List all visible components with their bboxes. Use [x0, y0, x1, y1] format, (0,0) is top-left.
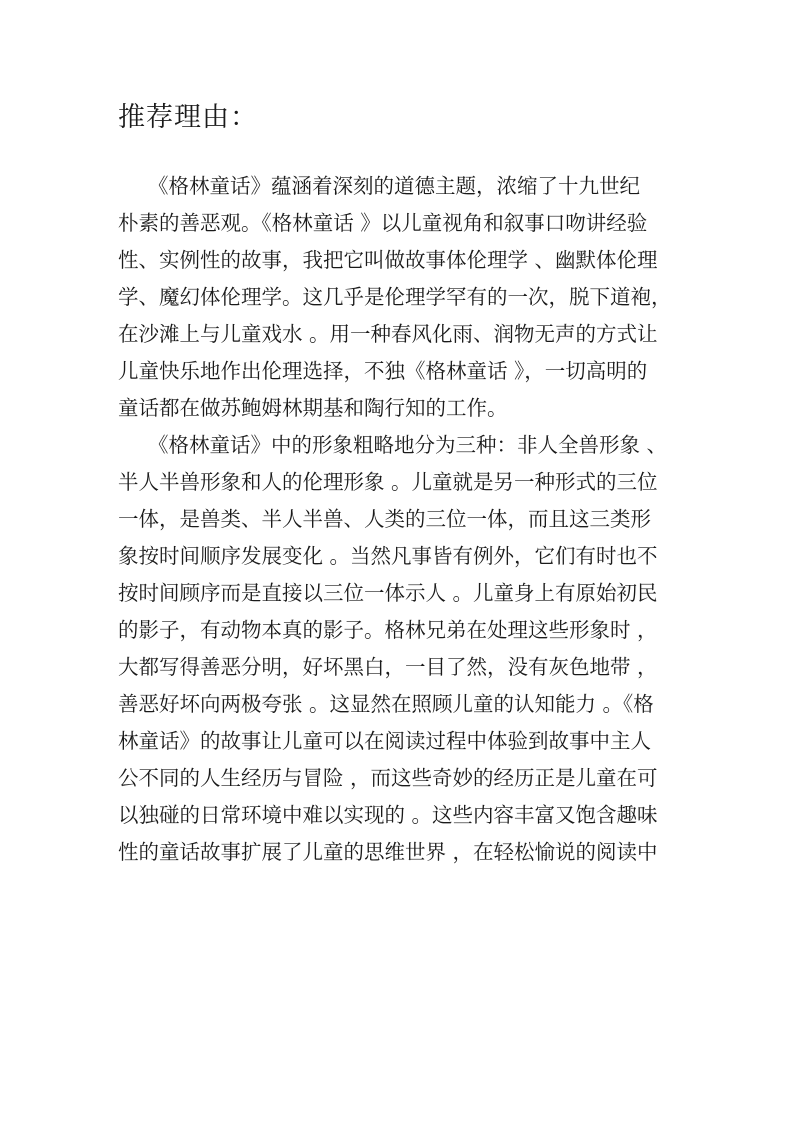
- text-line: 公不同的人生经历与冒险 ，而这些奇妙的经历正是儿童在可: [118, 766, 658, 790]
- text-line: 以独碰的日常环境中难以实现的 。这些内容丰富又饱含趣味: [118, 803, 658, 827]
- section-heading: 推荐理由：: [118, 102, 258, 133]
- text-line: 儿童快乐地作出伦理选择，不独《格林童话 》，一切高明的: [118, 359, 648, 383]
- text-line: 朴素的善恶观。《格林童话 》以儿童视角和叙事口吻讲经验: [118, 211, 648, 235]
- text-line: 大都写得善恶分明，好坏黑白，一目了然，没有灰色地带 ，: [118, 655, 658, 679]
- text-line: 《格林童话》蕴涵着深刻的道德主题，浓缩了十九世纪: [148, 174, 640, 198]
- text-line: 在沙滩上与儿童戏水 。用一种春风化雨、润物无声的方式让: [118, 322, 658, 346]
- text-line: 按时间顾序而是直接以三位一体示人 。儿童身上有原始初民: [118, 581, 658, 605]
- text-line: 善恶好坏向两极夸张 。这显然在照顾儿童的认知能力 。《格: [118, 692, 654, 716]
- text-line: 半人半兽形象和人的伦理形象 。儿童就是另一种形式的三位: [118, 470, 658, 494]
- text-line: 一体，是兽类、半人半兽、人类的三位一体，而且这三类形: [118, 507, 651, 531]
- text-line: 林童话》的故事让儿童可以在阅读过程中体验到故事中主人: [118, 729, 651, 753]
- text-line: 象按时间顺序发展变化 。当然凡事皆有例外，它们有时也不: [118, 544, 658, 568]
- text-line: 的影子，有动物本真的影子。格林兄弟在处理这些形象时 ，: [118, 618, 658, 642]
- text-line: 《格林童话》中的形象粗略地分为三种：非人全兽形象 、: [148, 433, 668, 457]
- text-line: 学、魔幻体伦理学。这几乎是伦理学罕有的一次，脱下道袍，: [118, 285, 672, 309]
- text-line: 童话都在做苏鲍姆林期基和陶行知的工作。: [118, 396, 508, 420]
- text-line: 性、实例性的故事，我把它叫做故事体伦理学 、幽默体伦理: [118, 248, 658, 272]
- text-line: 性的童话故事扩展了儿童的思维世界 ，在轻松愉说的阅读中: [118, 840, 658, 864]
